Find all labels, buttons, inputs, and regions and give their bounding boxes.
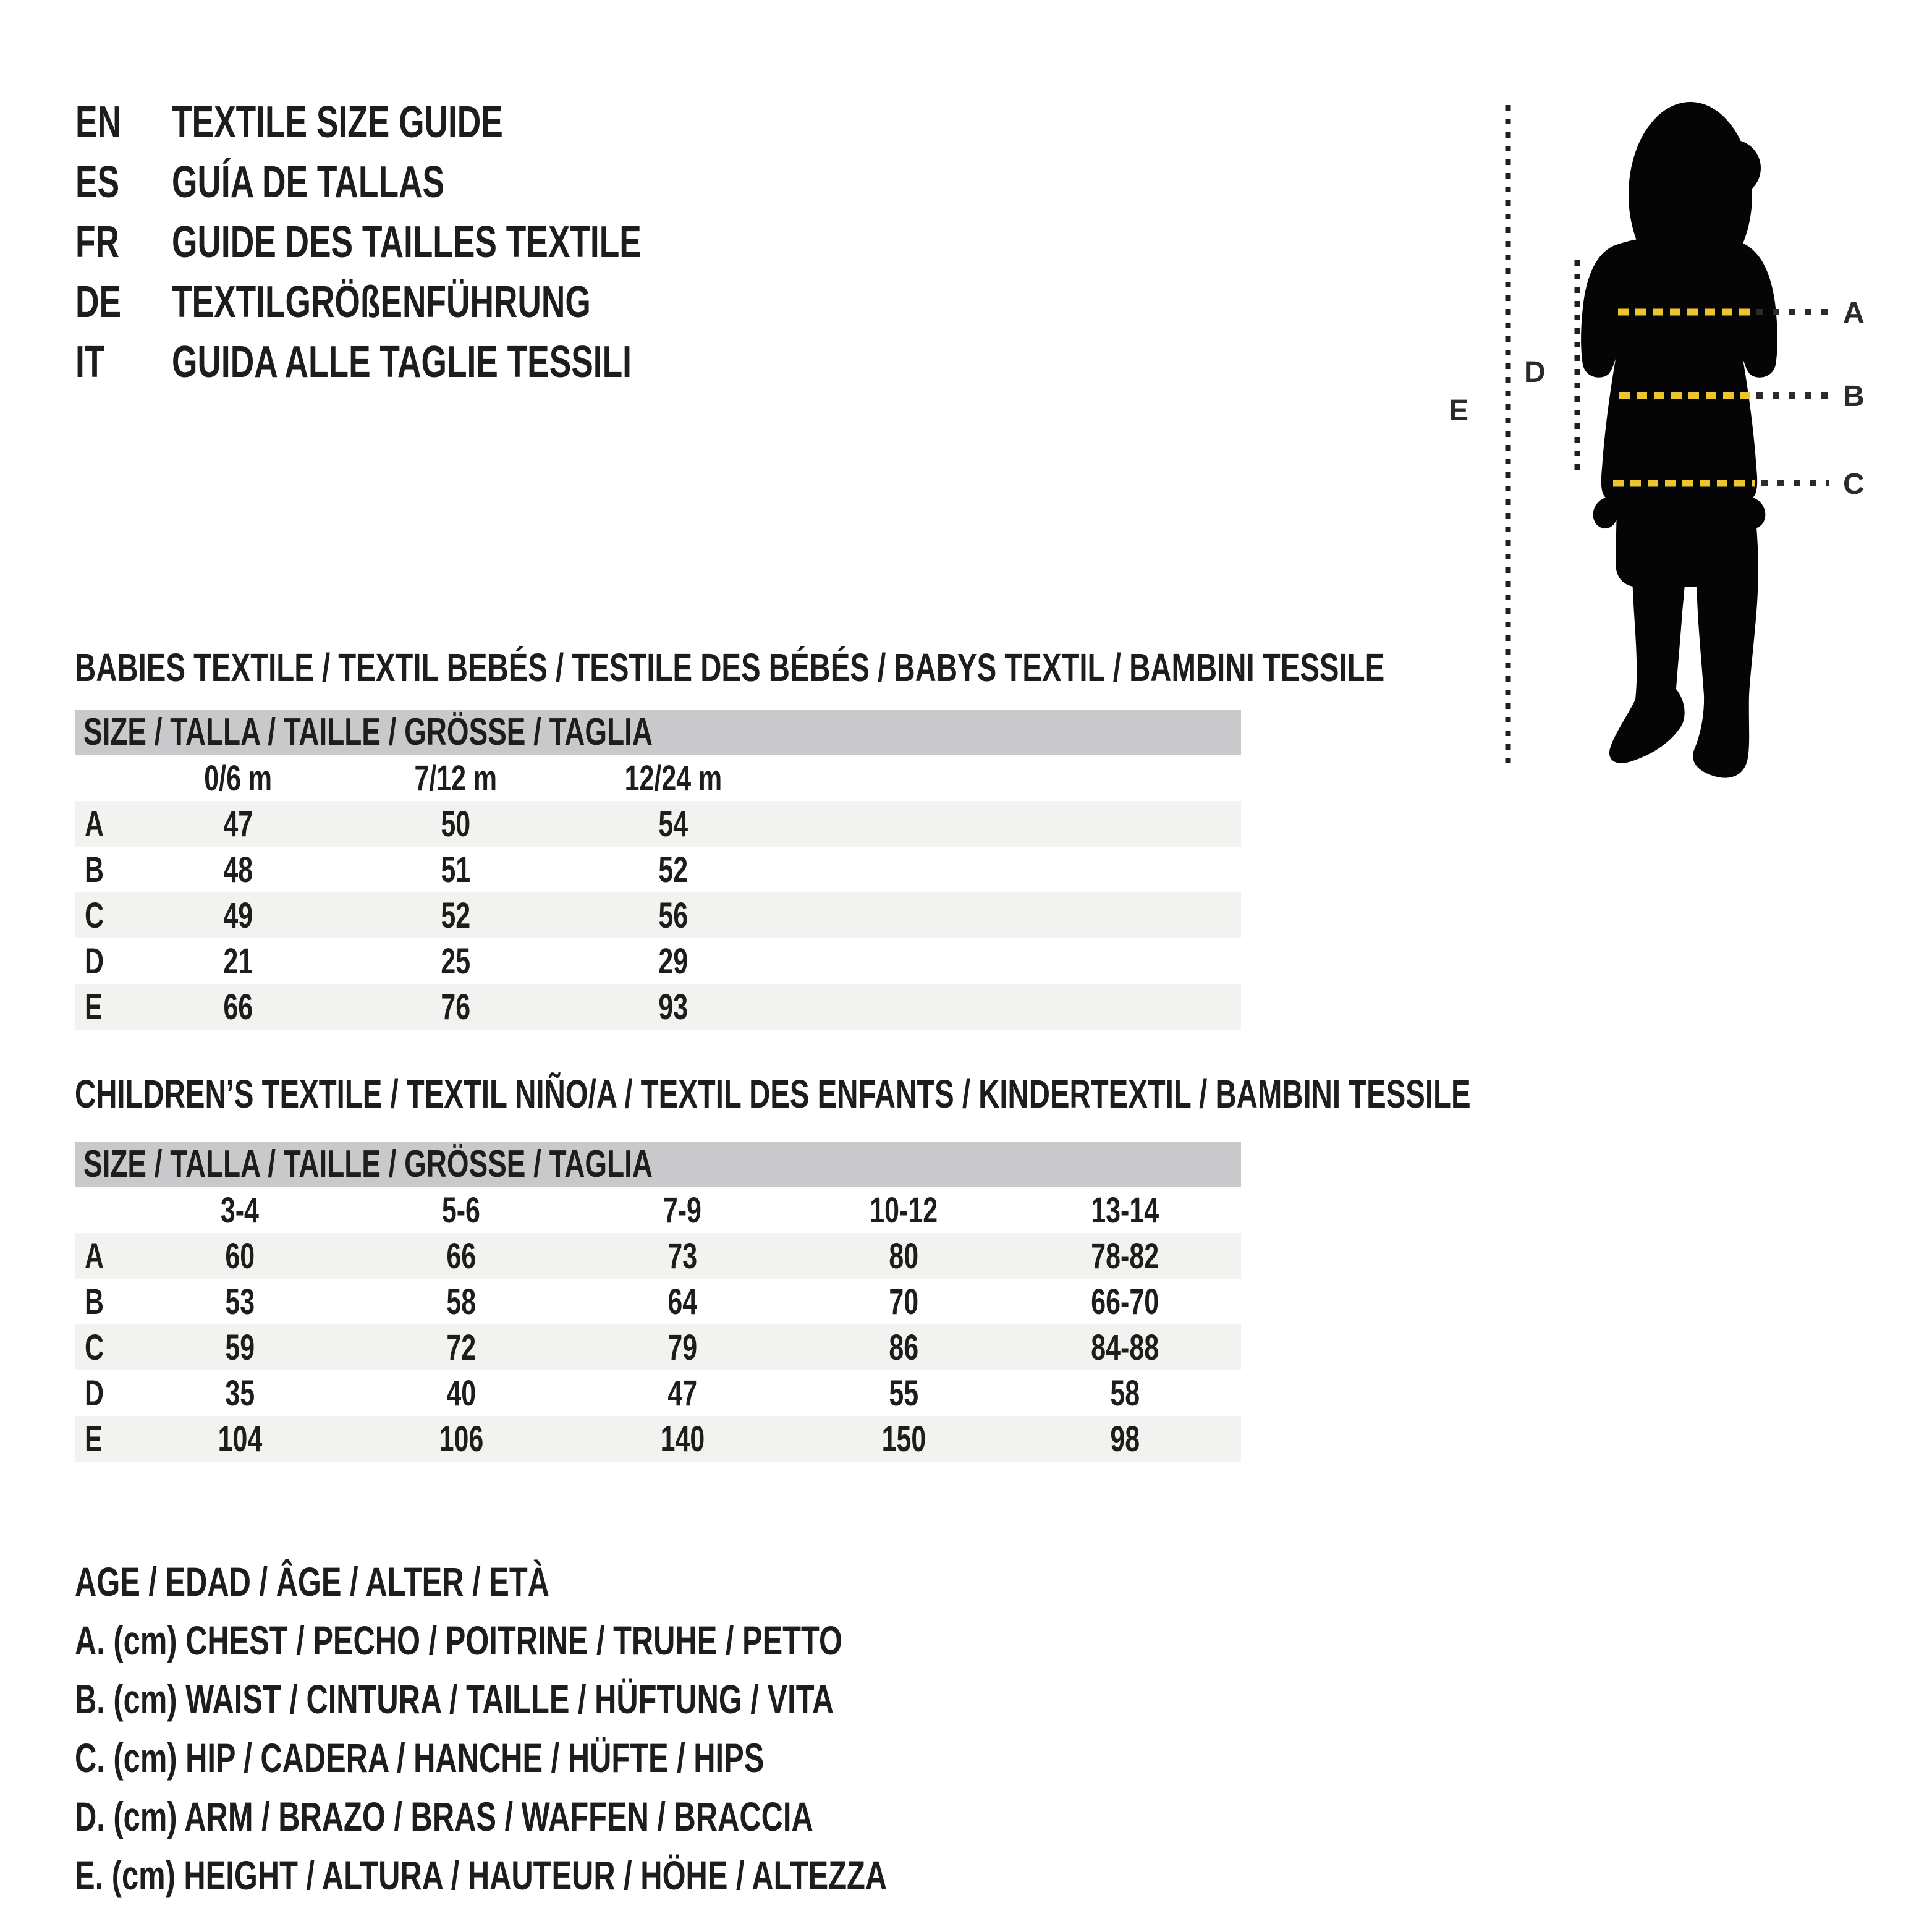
guide-title: TEXTILE SIZE GUIDE <box>172 98 503 147</box>
table-cell: 140 <box>660 1418 705 1459</box>
table-cell: 66-70 <box>1091 1281 1159 1322</box>
table-cell: 60 <box>225 1235 255 1276</box>
children-size-header-bar <box>75 1142 1241 1187</box>
row-label: D <box>85 1373 104 1413</box>
table-cell: 47 <box>223 803 253 844</box>
row-label: E <box>85 986 103 1027</box>
guide-title: GUÍA DE TALLAS <box>172 158 445 207</box>
table-cell: 59 <box>225 1327 255 1368</box>
babies-col-header: 12/24 m <box>624 758 722 799</box>
figure-label-c: C <box>1843 468 1865 501</box>
table-cell: 58 <box>446 1281 476 1322</box>
table-cell: 80 <box>889 1235 918 1276</box>
children-col-header: 7-9 <box>663 1190 702 1231</box>
legend-line-arm: D. (cm) ARM / BRAZO / BRAS / WAFFEN / BRACCIA <box>75 1794 813 1839</box>
children-section-title: CHILDREN’S TEXTILE / TEXTIL NIÑO/A / TEXTIL DES ENFANTS / KINDERTEXTIL / BAMBINI TESSILE <box>75 1072 1471 1116</box>
table-cell: 150 <box>881 1418 926 1459</box>
table-cell: 78-82 <box>1091 1235 1159 1276</box>
table-cell: 76 <box>441 986 470 1027</box>
table-cell: 72 <box>446 1327 476 1368</box>
figure-label-b: B <box>1843 380 1865 413</box>
guide-title: GUIDA ALLE TAGLIE TESSILI <box>172 337 632 387</box>
size-header-label: SIZE / TALLA / TAILLE / GRÖSSE / TAGLIA <box>83 1143 653 1185</box>
table-cell: 79 <box>667 1327 697 1368</box>
legend-line-waist: B. (cm) WAIST / CINTURA / TAILLE / HÜFTUNG / VITA <box>75 1676 834 1722</box>
table-cell: 73 <box>667 1235 697 1276</box>
babies-size-table <box>75 755 1241 1030</box>
table-cell: 66 <box>223 986 253 1027</box>
row-label: A <box>85 1235 104 1276</box>
babies-size-header-bar <box>75 710 1241 755</box>
language-code: DE <box>75 278 122 327</box>
table-cell: 48 <box>223 849 253 890</box>
table-cell: 52 <box>441 895 470 936</box>
legend-line-hip: C. (cm) HIP / CADERA / HANCHE / HÜFTE / HIPS <box>75 1735 765 1781</box>
row-label: B <box>85 849 104 890</box>
row-label: C <box>85 1327 104 1368</box>
table-row <box>75 938 1241 984</box>
table-cell: 25 <box>441 941 470 981</box>
guide-title: TEXTILGRÖßENFÜHRUNG <box>172 278 591 327</box>
language-row <box>75 333 807 392</box>
table-row <box>75 984 1241 1030</box>
babies-col-header: 0/6 m <box>204 758 272 799</box>
table-row <box>75 1370 1241 1416</box>
language-code: FR <box>75 218 120 267</box>
legend-line-height: E. (cm) HEIGHT / ALTURA / HAUTEUR / HÖHE / ALTEZZA <box>75 1852 888 1898</box>
table-cell: 21 <box>223 941 253 981</box>
row-label: A <box>85 803 104 844</box>
row-label: C <box>85 895 104 936</box>
language-row <box>75 273 807 333</box>
table-cell: 93 <box>658 986 688 1027</box>
table-cell: 47 <box>667 1373 697 1413</box>
silhouette-hair <box>1704 140 1761 197</box>
silhouette-right-leg-shoe <box>1693 513 1758 778</box>
table-cell: 70 <box>889 1281 918 1322</box>
table-row <box>75 847 1241 892</box>
table-cell: 66 <box>446 1235 476 1276</box>
table-row <box>75 1279 1241 1324</box>
table-cell: 104 <box>218 1418 262 1459</box>
children-col-header: 5-6 <box>441 1190 481 1231</box>
row-label: E <box>85 1418 103 1459</box>
table-cell: 50 <box>441 803 470 844</box>
table-cell: 29 <box>658 941 688 981</box>
table-cell: 54 <box>658 803 688 844</box>
babies-col-header: 7/12 m <box>414 758 497 799</box>
table-cell: 58 <box>1110 1373 1140 1413</box>
table-cell: 35 <box>225 1373 255 1413</box>
babies-column-header-row <box>75 755 1241 801</box>
table-row <box>75 1416 1241 1462</box>
table-row <box>75 1233 1241 1279</box>
legend-line-age: AGE / EDAD / ÂGE / ALTER / ETÀ <box>75 1559 549 1604</box>
table-row <box>75 892 1241 938</box>
table-row <box>75 1324 1241 1370</box>
table-cell: 49 <box>223 895 253 936</box>
language-title-list <box>75 93 807 392</box>
guide-title: GUIDE DES TAILLES TEXTILE <box>172 218 642 267</box>
table-cell: 40 <box>446 1373 476 1413</box>
table-cell: 106 <box>439 1418 483 1459</box>
figure-label-d: D <box>1524 356 1546 389</box>
table-cell: 64 <box>667 1281 697 1322</box>
legend-line-chest: A. (cm) CHEST / PECHO / POITRINE / TRUHE / PETTO <box>75 1617 842 1663</box>
children-col-header: 10-12 <box>870 1190 938 1231</box>
figure-label-a: A <box>1843 297 1865 329</box>
children-size-table <box>75 1187 1241 1462</box>
language-row <box>75 93 807 153</box>
figure-label-e: E <box>1449 394 1469 427</box>
children-col-header: 13-14 <box>1091 1190 1159 1231</box>
table-cell: 53 <box>225 1281 255 1322</box>
children-col-header: 3-4 <box>220 1190 260 1231</box>
language-code: EN <box>75 98 122 147</box>
table-cell: 84-88 <box>1091 1327 1159 1368</box>
table-cell: 52 <box>658 849 688 890</box>
table-cell: 86 <box>889 1327 918 1368</box>
language-row <box>75 153 807 213</box>
babies-section-title: BABIES TEXTILE / TEXTIL BEBÉS / TESTILE DES BÉBÉS / BABYS TEXTIL / BAMBINI TESSILE <box>75 645 1385 690</box>
table-row <box>75 801 1241 847</box>
table-cell: 55 <box>889 1373 918 1413</box>
language-code: IT <box>75 337 105 387</box>
table-cell: 56 <box>658 895 688 936</box>
table-cell: 51 <box>441 849 470 890</box>
language-code: ES <box>75 158 120 207</box>
row-label: D <box>85 941 104 981</box>
measurement-legend <box>75 1553 1172 1905</box>
children-column-header-row <box>75 1187 1241 1233</box>
row-label: B <box>85 1281 104 1322</box>
language-row <box>75 213 807 273</box>
size-header-label: SIZE / TALLA / TAILLE / GRÖSSE / TAGLIA <box>83 711 653 753</box>
table-cell: 98 <box>1110 1418 1140 1459</box>
